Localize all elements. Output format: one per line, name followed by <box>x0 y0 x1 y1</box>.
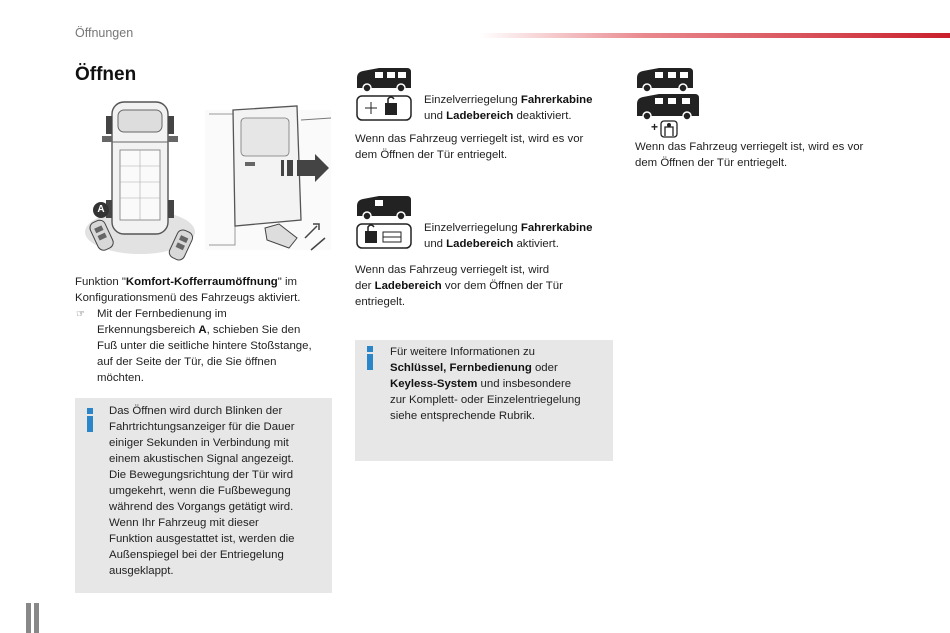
info-icon <box>85 408 95 432</box>
header-accent-bar <box>480 33 950 38</box>
info-text-middle: Für weitere Informationen zu Schlüssel, Fernbedienung oder Keyless-System und insbesondere zur Komplett- oder Einzelentriegelung siehe entsprechende Rubrik. <box>390 346 581 422</box>
block2-description: Wenn das Fahrzeug verriegelt ist, wird der Ladebereich vor dem Öffnen der Tür entriegelt. <box>355 264 563 308</box>
block1-label: Einzelverriegelung Fahrerkabine und Ladebereich deaktiviert. <box>424 94 593 122</box>
info-box-middle <box>355 340 613 461</box>
section-label: Öffnungen <box>75 26 134 40</box>
keyless-van-icon <box>635 66 701 138</box>
info-icon <box>365 346 375 370</box>
van-top-view-illustration <box>80 100 200 265</box>
plus-sign: + <box>651 120 659 134</box>
function-description: Funktion "Komfort-Kofferraumöffnung" im Konfigurationsmenü des Fahrzeugs aktiviert. <box>75 276 301 304</box>
block2-label: Einzelverriegelung Fahrerkabine und Ladebereich aktiviert. <box>424 222 593 250</box>
sliding-door-illustration <box>205 100 333 260</box>
right-description: Wenn das Fahrzeug verriegelt ist, wird es vor dem Öffnen der Tür entriegelt. <box>635 141 864 169</box>
van-unlock-icon-1 <box>355 66 413 122</box>
bullet-arrow-icon: ☞ <box>76 309 85 320</box>
van-unlock-icon-2 <box>355 194 413 250</box>
page-corner-mark <box>26 603 42 633</box>
detection-zone-marker: A <box>93 202 109 218</box>
info-text-left: Das Öffnen wird durch Blinken der Fahrtrichtungsanzeiger für die Dauer einiger Sekunden in Verbindung mit einem akustischen Signal angezeigt. Die Bewegungsrichtung der Tür wird umgekehrt, wenn die Fußbewegung während des Vorgangs getätigt wird. Wenn Ihr Fahrzeug mit dieser Funktion ausgestattet ist, werden die Außenspiegel bei der Entriegelung ausgeklappt. <box>109 405 295 577</box>
info-box-left <box>75 398 332 593</box>
page-title: Öffnen <box>75 64 137 85</box>
block1-description: Wenn das Fahrzeug verriegelt ist, wird es vor dem Öffnen der Tür entriegelt. <box>355 133 584 161</box>
instruction-bullet: Mit der Fernbedienung im Erkennungsbereich A, schieben Sie den Fuß unter die seitliche hintere Stoßstange, auf der Seite der Tür, die Sie öffnen möchten. <box>97 308 312 384</box>
